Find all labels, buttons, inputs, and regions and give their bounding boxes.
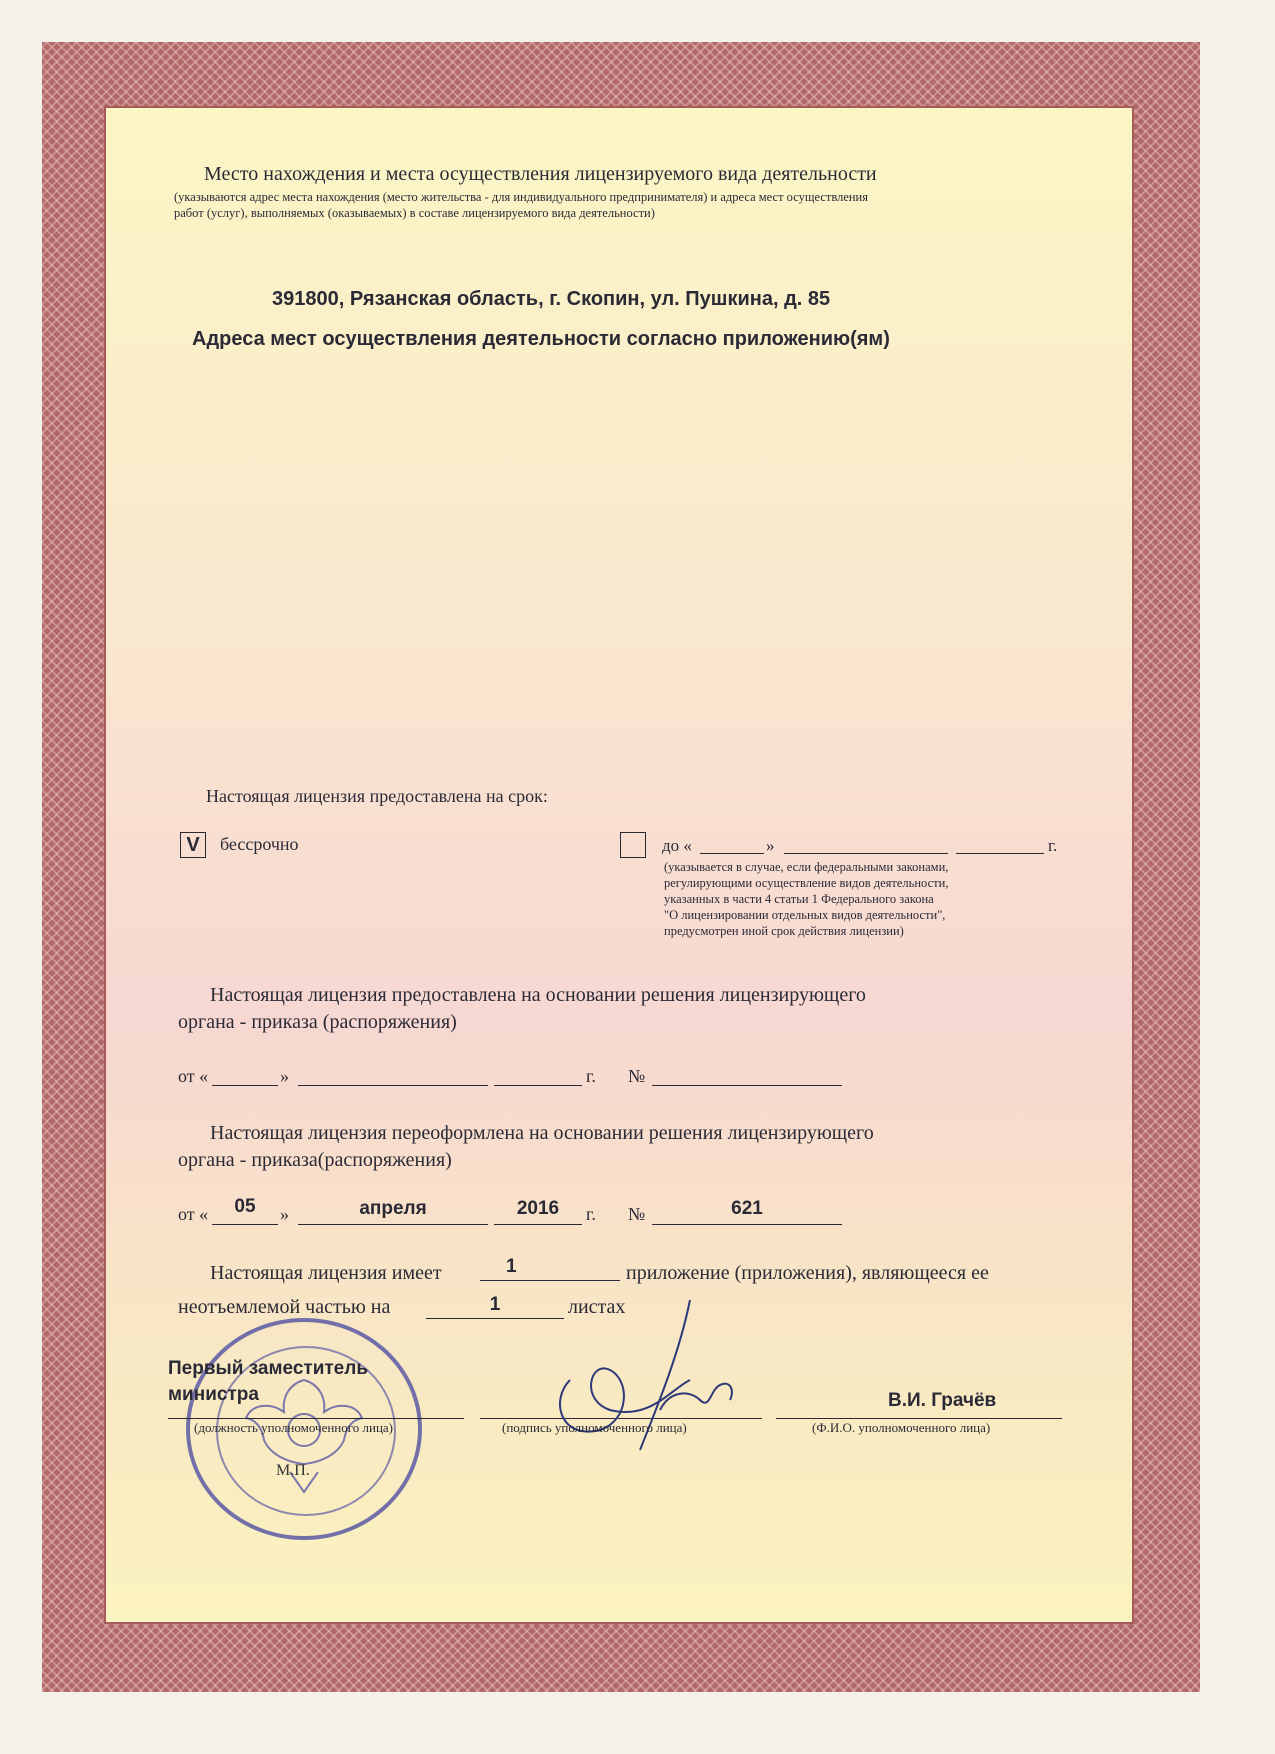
header-title: Место нахождения и места осуществления лицензируемого вида деятельности [204,163,877,185]
term-note-2: регулирующими осуществление видов деятельности, [664,876,949,890]
reissue-line-1: Настоящая лицензия переоформлена на основании решения лицензирующего [210,1122,874,1144]
reissue-day: 05 [234,1196,256,1217]
reissue-month-line [298,1224,488,1225]
header-note-2: работ (услуг), выполняемых (оказываемых) в составе лицензируемого вида деятельности) [174,206,655,220]
annex-text-3: неотъемлемой частью на [178,1296,391,1318]
reissue-from-label: от « [178,1204,209,1224]
term-note-3: указанных в части 4 статьи 1 Федерального закона [664,892,934,906]
name-caption: (Ф.И.О. уполномоченного лица) [812,1420,991,1435]
reissue-year-line [494,1224,582,1225]
unlimited-checkbox: V [180,832,206,858]
basis-number-line [652,1085,842,1086]
until-month-line [784,853,948,854]
annex-text-4: листах [568,1296,626,1318]
until-checkbox [620,832,646,858]
basis-line-1: Настоящая лицензия предоставлена на основании решения лицензирующего [210,984,866,1006]
until-label: до « [662,836,692,855]
basis-from-mid: » [280,1066,289,1086]
reissue-line-2: органа - приказа(распоряжения) [178,1149,452,1171]
basis-day-line [212,1085,278,1086]
signer-position-2: министра [168,1384,259,1405]
annex-address: Адреса мест осуществления деятельности согласно приложению(ям) [192,328,890,350]
handwritten-signature [540,1290,760,1480]
annex-text-1: Настоящая лицензия имеет [210,1262,442,1284]
basis-year-suffix: г. [586,1066,596,1086]
position-caption: (должность уполномоченного лица) [194,1420,394,1435]
basis-from-label: от « [178,1066,209,1086]
reissue-number-label: № [628,1204,646,1224]
header-note-1: (указываются адрес места нахождения (место жительства - для индивидуального предпринимателя) и адреса мест осуществления [174,190,869,204]
term-note-1: (указывается в случае, если федеральными законами, [664,860,949,874]
position-line [168,1418,464,1419]
reissue-year-suffix: г. [586,1204,596,1224]
reissue-from-mid: » [280,1204,289,1224]
term-note-5: предусмотрен иной срок действия лицензии) [664,924,904,938]
reissue-number: 621 [731,1198,763,1219]
until-mid: » [766,836,775,855]
signature-caption: (подпись уполномоченного лица) [502,1420,687,1435]
basis-month-line [298,1085,488,1086]
basis-number-label: № [628,1066,646,1086]
name-line [776,1418,1062,1419]
reissue-month: апреля [359,1198,427,1219]
reissue-year: 2016 [516,1198,560,1219]
main-address: 391800, Рязанская область, г. Скопин, ул. Пушкина, д. 85 [272,288,831,310]
seal-mark: М.П. [276,1462,310,1479]
basis-line-2: органа - приказа (распоряжения) [178,1011,457,1033]
term-label: Настоящая лицензия предоставлена на срок: [206,786,548,806]
annex-sheets: 1 [489,1294,501,1315]
annex-text-2: приложение (приложения), являющееся ее [626,1262,989,1284]
until-year-line [956,853,1044,854]
annex-count-line [480,1280,620,1281]
until-day-line [700,853,764,854]
term-note-4: "О лицензировании отдельных видов деятельности", [664,908,946,922]
unlimited-label: бессрочно [220,834,299,854]
basis-year-line [494,1085,582,1086]
reissue-number-line [652,1224,842,1225]
signer-position-1: Первый заместитель [168,1358,369,1379]
signer-name: В.И. Грачёв [888,1390,997,1411]
until-year-suffix: г. [1048,836,1058,855]
reissue-day-line [212,1224,278,1225]
annex-count: 1 [506,1256,517,1277]
